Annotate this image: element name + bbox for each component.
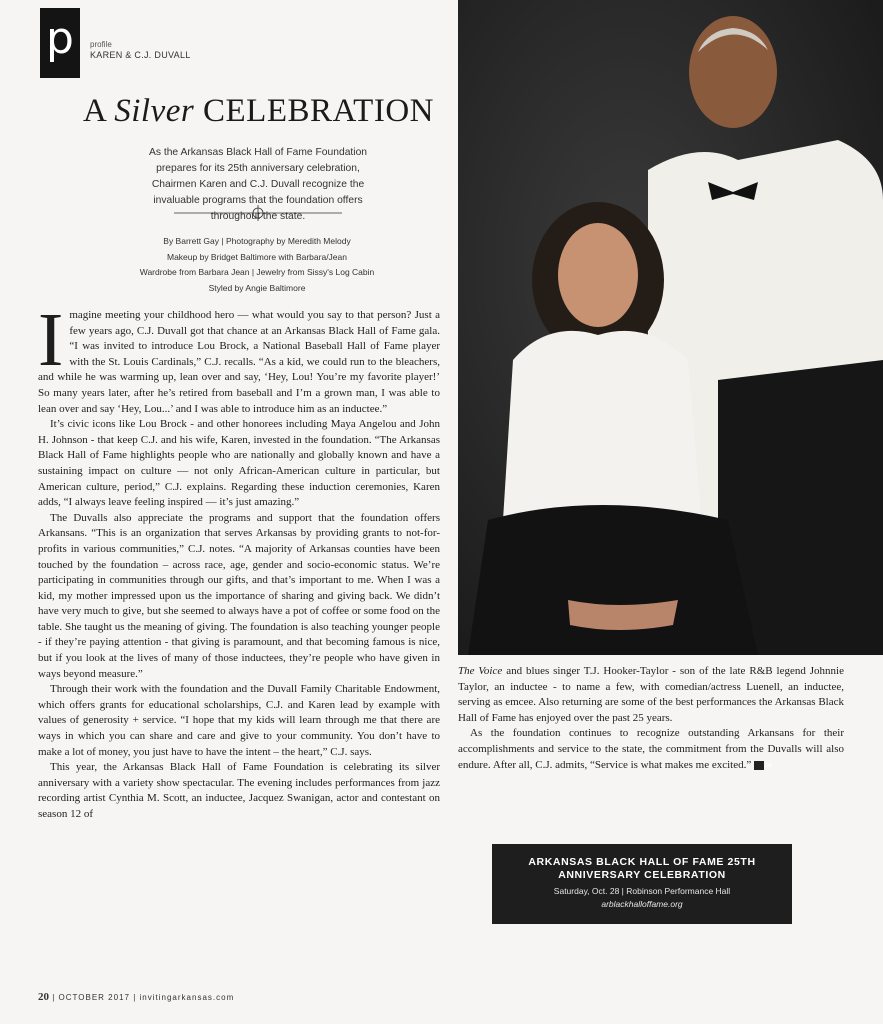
article-paragraph: The Voice and blues singer T.J. Hooker-Taylor - son of the late R&B legend Johnnie Taylor, an inductee - to name a few, with comedian/actress Luenell, an inductee, serving as emcee. Also returning are some of the best performances the Arkansas Black Hall of Fame has enjoyed over the past 25 years. — [458, 665, 844, 724]
section-badge: p — [40, 8, 80, 78]
event-url[interactable]: arblackhalloffame.org — [601, 899, 683, 909]
event-details: Saturday, Oct. 28 | Robinson Performance Hall — [553, 886, 731, 896]
drop-cap: I — [38, 298, 64, 382]
article-deck: As the Arkansas Black Hall of Fame Foundation prepares for its 25th anniversary celebration, Chairmen Karen and C.J. Duvall recognize the invaluable programs that the foundation offers throughout the state. — [148, 147, 368, 222]
credit-line: By Barrett Gay | Photography by Meredith Melody — [163, 236, 351, 246]
event-info-box — [492, 844, 792, 924]
article-paragraph: Through their work with the foundation and the Duvall Family Charitable Endowment, which offers grants for educational scholarships, C.J. and Karen lead by example with values of generosity + service. “I hope that my kids will learn through me that there are ways in which you can share and care and give to your community. You don’t have to make a lot of money, you just have to have the intent – the heart,” C.J. says. — [38, 683, 440, 758]
article-paragraph: Imagine meeting your childhood hero — what would you say to that person? Just a few years ago, C.J. Duvall got that chance at an Arkansas Black Hall of Fame gala. “I was invited to introduce Lou Brock, a National Baseball Hall of Fame player with the St. Louis Cardinals,” C.J. recalls. “As a kid, we could run to the bleachers, and while he was warming up, lean over and say, ‘Hey, Lou! You’re my favorite player!’ So many years later, after he’s retired from baseball and I’m a grown man, I was able to lean over and say ‘Hey, Lou...’ and I was able to introduce him as an inductee.” — [38, 298, 440, 415]
credit-line: Wardrobe from Barbara Jean | Jewelry from Sissy's Log Cabin — [139, 267, 375, 277]
article-paragraph: As the foundation continues to recognize outstanding Arkansans for their accomplishments and service to the state, the commitment from the Duvalls will also endure. After all, C.J. admits, “Service is what makes me excited.” IA — [458, 727, 844, 771]
credit-line: Styled by Angie Baltimore — [208, 282, 306, 293]
article-body-right — [458, 664, 844, 773]
page-number: 20 — [38, 991, 49, 1003]
article-paragraph: It’s civic icons like Lou Brock - and other honorees including Maya Angelou and John H. Johnson - that keep C.J. and his wife, Karen, invested in the foundation. “The Arkansas Black Hall of Fame highlights people who are nationally and globally known and have a sustaining impact on culture — not only African-American culture in particular, but American culture, period,” C.J. explains. Regarding these induction ceremonies, Karen adds, “I always leave feeling inspired — it’s just amazing.” — [38, 418, 440, 509]
portrait-photo — [458, 0, 883, 655]
article-body-left — [38, 298, 440, 823]
section-name: profile — [90, 40, 112, 49]
credit-line: Makeup by Bridget Baltimore with Barbara/Jean — [166, 251, 347, 262]
article-paragraph: The Duvalls also appreciate the programs and support that the foundation offers Arkansans. “This is an organization that serves Arkansas by providing grants to not-for-profits in various communities,” C.J. notes. “A majority of Arkansas counties have been touched by the foundation – across race, age, gender and socio-economic status. We’re participating in communities through our gifts, and that’s important to me. When I was a kid, my mother impressed upon us the importance of sharing and giving back. We didn’t have very much to give, but she seemed to always have a pot of coffee or some food on the table. She taught us the meaning of giving. The foundation is also teaching younger people - if they’re paying attention - that giving is paramount, and that becoming famous is nice, but if you look at the lives of many of those inductees, they’re people who have given in ways beyond measure.” — [38, 511, 440, 680]
end-mark-icon: IA — [754, 761, 764, 770]
article-paragraph: This year, the Arkansas Black Hall of Fame Foundation is celebrating its silver anniversary with a variety show spectacular. The evening includes performances from jazz recording artist Cynthia M. Scott, an inductee, Jacquez Swanigan, actor and contestant on season 12 of — [38, 761, 440, 820]
ornament-divider — [174, 205, 342, 221]
show-title: The Voice — [458, 665, 503, 677]
profile-subjects: KAREN & C.J. DUVALL — [90, 50, 191, 60]
footer-separator: | — [52, 993, 59, 1002]
footer-site[interactable]: invitingarkansas.com — [139, 993, 235, 1002]
headline-italic: Silver — [114, 93, 195, 129]
headline-prefix: A — [83, 93, 106, 129]
page-footer — [38, 991, 234, 1003]
footer-separator: | — [133, 993, 140, 1002]
headline-suffix: CELEBRATION — [203, 93, 434, 129]
issue-date: OCTOBER 2017 — [58, 993, 130, 1002]
headline — [83, 93, 434, 130]
section-kicker — [90, 40, 191, 60]
event-title: ARKANSAS BLACK HALL OF FAME 25TH ANNIVERSARY CELEBRATION — [528, 856, 756, 881]
credits-block — [110, 234, 404, 296]
